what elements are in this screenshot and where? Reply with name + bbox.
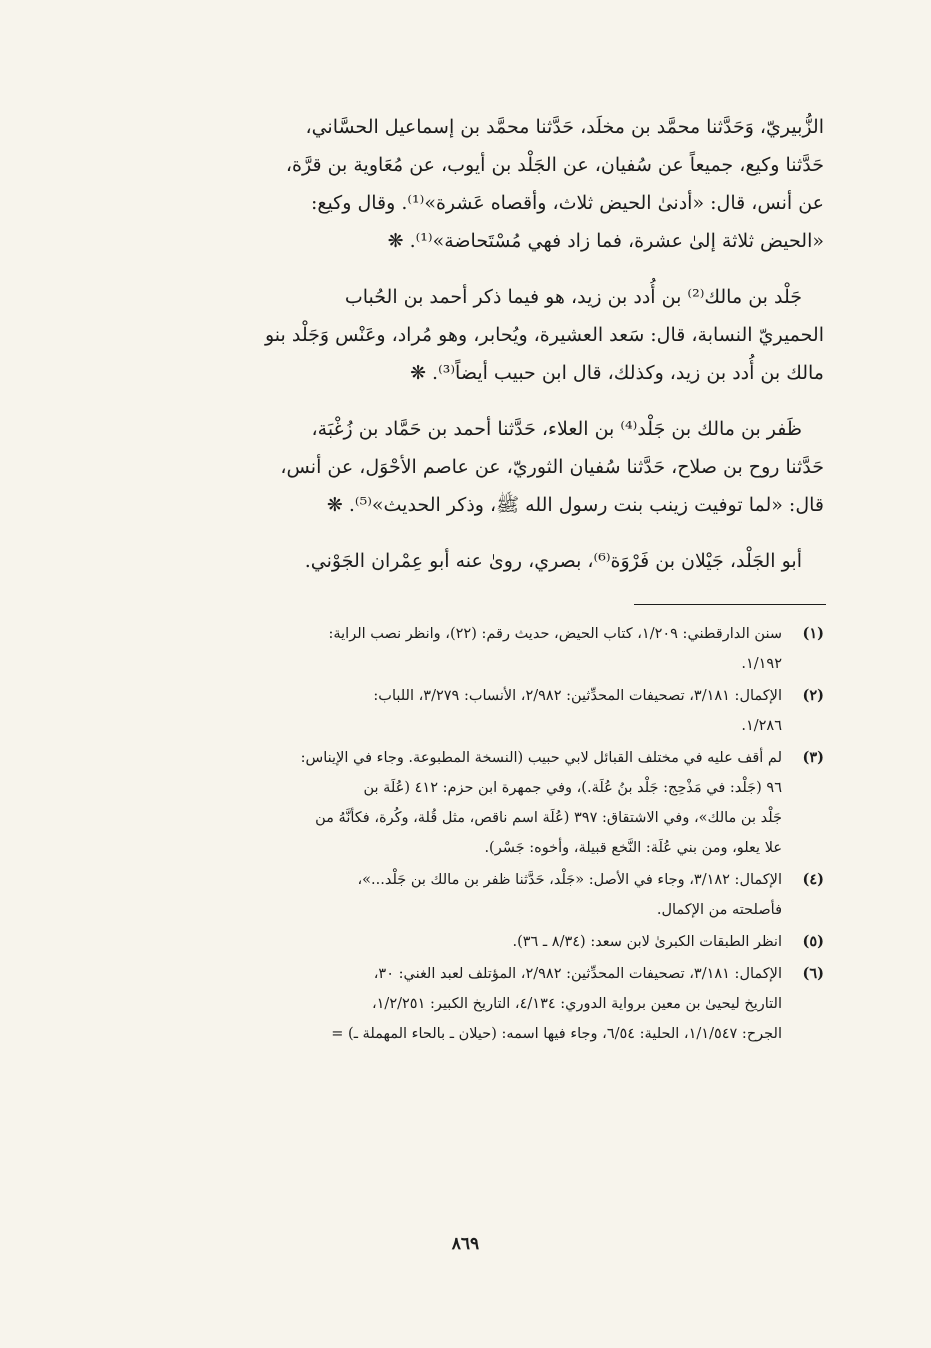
paragraph-4	[138, 542, 824, 580]
footnote-6-line-1: الإكمال: ٣/١٨١، تصحيفات المحدِّثين: ٢/٩٨٢، المؤتلف لعبد الغني: ٣٠،	[373, 966, 782, 982]
footnote-5	[138, 927, 824, 957]
paragraph-3	[138, 410, 824, 524]
footnote-3-line-1: لم أقف عليه في مختلف القبائل لابي حبيب (النسخة المطبوعة. وجاء في الإيناس:	[300, 750, 782, 766]
footnote-6	[138, 959, 824, 1049]
footnote-1-number: (١)	[802, 625, 824, 642]
paragraph-1-line-3: عن أنس، قال: «أدنىٰ الحيض ثلاث، وأقصاه عَشرة»⁽¹⁾. وقال وكيع:	[310, 192, 824, 214]
footnote-2-number: (٢)	[802, 687, 824, 704]
paragraph-1	[138, 108, 824, 260]
footnote-1-line-2: ١/١٩٢.	[741, 656, 782, 672]
footnote-4-line-2: فأصلحته من الإكمال.	[656, 902, 782, 918]
footnote-3	[138, 743, 824, 863]
footnotes	[138, 619, 824, 1049]
footnote-2	[138, 681, 824, 741]
main-text	[138, 108, 824, 580]
paragraph-2	[138, 278, 824, 392]
footnote-3-number: (٣)	[802, 749, 824, 766]
footnote-divider	[634, 604, 826, 605]
footnote-3-line-3: جَلْد بن مالك»، وفي الاشتقاق: ٣٩٧ (عُلَة اسم ناقص، مثل قُلة، وكُرة، فكأنَّهُ من	[315, 810, 782, 826]
footnote-4	[138, 865, 824, 925]
footnote-4-number: (٤)	[802, 871, 824, 888]
footnote-4-line-1: الإكمال: ٣/١٨٢، وجاء في الأصل: «جَلْد، حَدَّثنا ظفر بن مالك بن جَلْد...»،	[357, 872, 782, 888]
paragraph-1-line-4: «الحيض ثلاثة إلىٰ عشرة، فما زاد فهي مُسْتَحاضة»⁽¹⁾. ❋	[387, 230, 824, 252]
paragraph-3-line-3: قال: «لما توفيت زينب بنت رسول الله ﷺ، وذكر الحديث»⁽⁵⁾. ❋	[326, 494, 824, 516]
page-number: ٨٦٩	[451, 1234, 480, 1254]
paragraph-2-line-2: الحميريّ النسابة، قال: سَعد العشيرة، ويُحابر، وهو مُراد، وعَنْس وَجَلْد بنو	[264, 324, 824, 346]
page-body	[138, 108, 824, 1051]
footnote-2-line-1: الإكمال: ٣/١٨١، تصحيفات المحدِّثين: ٢/٩٨٢، الأنساب: ٣/٢٧٩، اللباب:	[373, 688, 782, 704]
footnote-6-line-2: التاريخ ليحيىٰ بن معين برواية الدوري: ٤/١٣٤، التاريخ الكبير: ١/٢/٢٥١،	[371, 996, 782, 1012]
paragraph-4-line-1: أبو الجَلْد، جَيْلان بن فَرْوَة⁽⁶⁾، بصري، روىٰ عنه أبو عِمْران الجَوْني.	[304, 550, 802, 572]
footnote-2-line-2: ١/٢٨٦.	[741, 718, 782, 734]
paragraph-3-line-1: ظَفر بن مالك بن جَلْد⁽⁴⁾ بن العلاء، حَدَّثنا أحمد بن حَمَّاد بن زُغْبَة،	[311, 418, 802, 440]
footnote-6-line-3: الجرح: ١/١/٥٤٧، الحلية: ٦/٥٤، وجاء فيها اسمه: (حيلان ـ بالحاء المهملة ـ) =	[331, 1026, 782, 1042]
footnote-5-line-1: انظر الطبقات الكبرىٰ لابن سعد: (٨/٣٤ ـ ٣٦).	[512, 934, 782, 950]
paragraph-3-line-2: حَدَّثنا روح بن صلاح، حَدَّثنا سُفيان الثوريّ، عن عاصم الأحْوَل، عن أنس،	[280, 456, 824, 478]
footnote-6-number: (٦)	[802, 965, 824, 982]
footnote-5-number: (٥)	[802, 933, 824, 950]
paragraph-2-line-3: مالك بن أُدد بن زيد، وكذلك، قال ابن حبيب أيضاً⁽³⁾. ❋	[410, 362, 824, 384]
footnote-3-line-2: ٩٦ (جَلْد: في مَذْحِج: جَلْد بنُ عُلَة.)، وفي جمهرة ابن حزم: ٤١٢ (عُلَة بن	[363, 780, 782, 796]
paragraph-2-line-1: جَلْد بن مالك⁽²⁾ بن أُدد بن زيد، هو فيما ذكر أحمد بن الحُباب	[344, 286, 802, 308]
paragraph-1-line-1: الزُّبيريّ، وَحَدَّثنا محمَّد بن مخلَد، حَدَّثنا محمَّد بن إسماعيل الحسَّاني،	[305, 116, 824, 138]
footnote-3-line-4: علا يعلو، ومن بني عُلَة: النَّخع قبيلة، وأخوه: جَسْر).	[484, 840, 782, 856]
footnote-1-line-1: سنن الدارقطني: ١/٢٠٩، كتاب الحيض، حديث رقم: (٢٢)، وانظر نصب الراية:	[328, 626, 782, 642]
footnote-1	[138, 619, 824, 679]
paragraph-1-line-2: حَدَّثنا وكيع، جميعاً عن سُفيان، عن الجَلْد بن أيوب، عن مُعَاوية بن قرَّة،	[285, 154, 824, 176]
